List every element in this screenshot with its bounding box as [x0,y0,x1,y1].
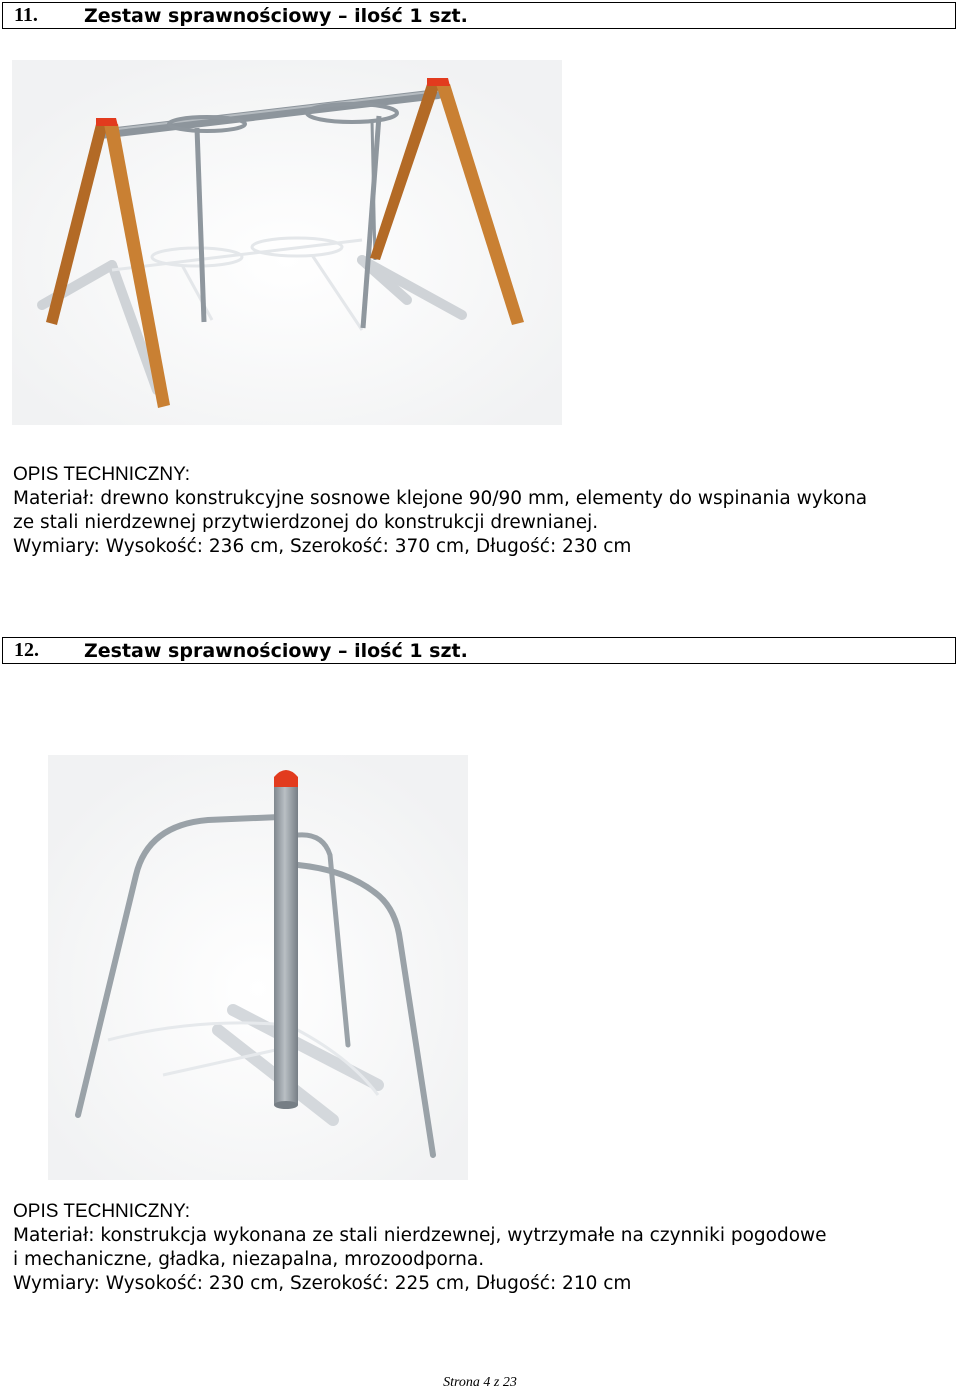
spec-heading: OPIS TECHNICZNY: [13,1201,191,1222]
spec-line: i mechaniczne, gładka, niezapalna, mrozoodporna. [13,1249,485,1270]
item-12-header [2,637,956,664]
spec-line: Wymiary: Wysokość: 236 cm, Szerokość: 370 cm, Długość: 230 cm [13,536,632,557]
item-title: Zestaw sprawnościowy – ilość 1 szt. [84,639,468,662]
spec-heading: OPIS TECHNICZNY: [13,464,191,485]
item-number: 11. [14,4,38,26]
product-image-steel-pole [48,755,468,1180]
product-image-a-frame [12,60,562,425]
item-11-description [13,463,867,559]
spec-line: ze stali nierdzewnej przytwierdzonej do konstrukcji drewnianej. [13,512,599,533]
spec-line: Materiał: drewno konstrukcyjne sosnowe klejone 90/90 mm, elementy do wspinania wykona [13,488,868,509]
page-number: Strona 4 z 23 [443,1375,517,1390]
spec-line: Materiał: konstrukcja wykonana ze stali nierdzewnej, wytrzymałe na czynniki pogodowe [13,1225,827,1246]
item-number: 12. [14,639,39,661]
spec-line: Wymiary: Wysokość: 230 cm, Szerokość: 225 cm, Długość: 210 cm [13,1273,632,1294]
item-title: Zestaw sprawnościowy – ilość 1 szt. [84,4,468,27]
item-11-header [2,2,956,29]
item-12-description [13,1200,827,1296]
